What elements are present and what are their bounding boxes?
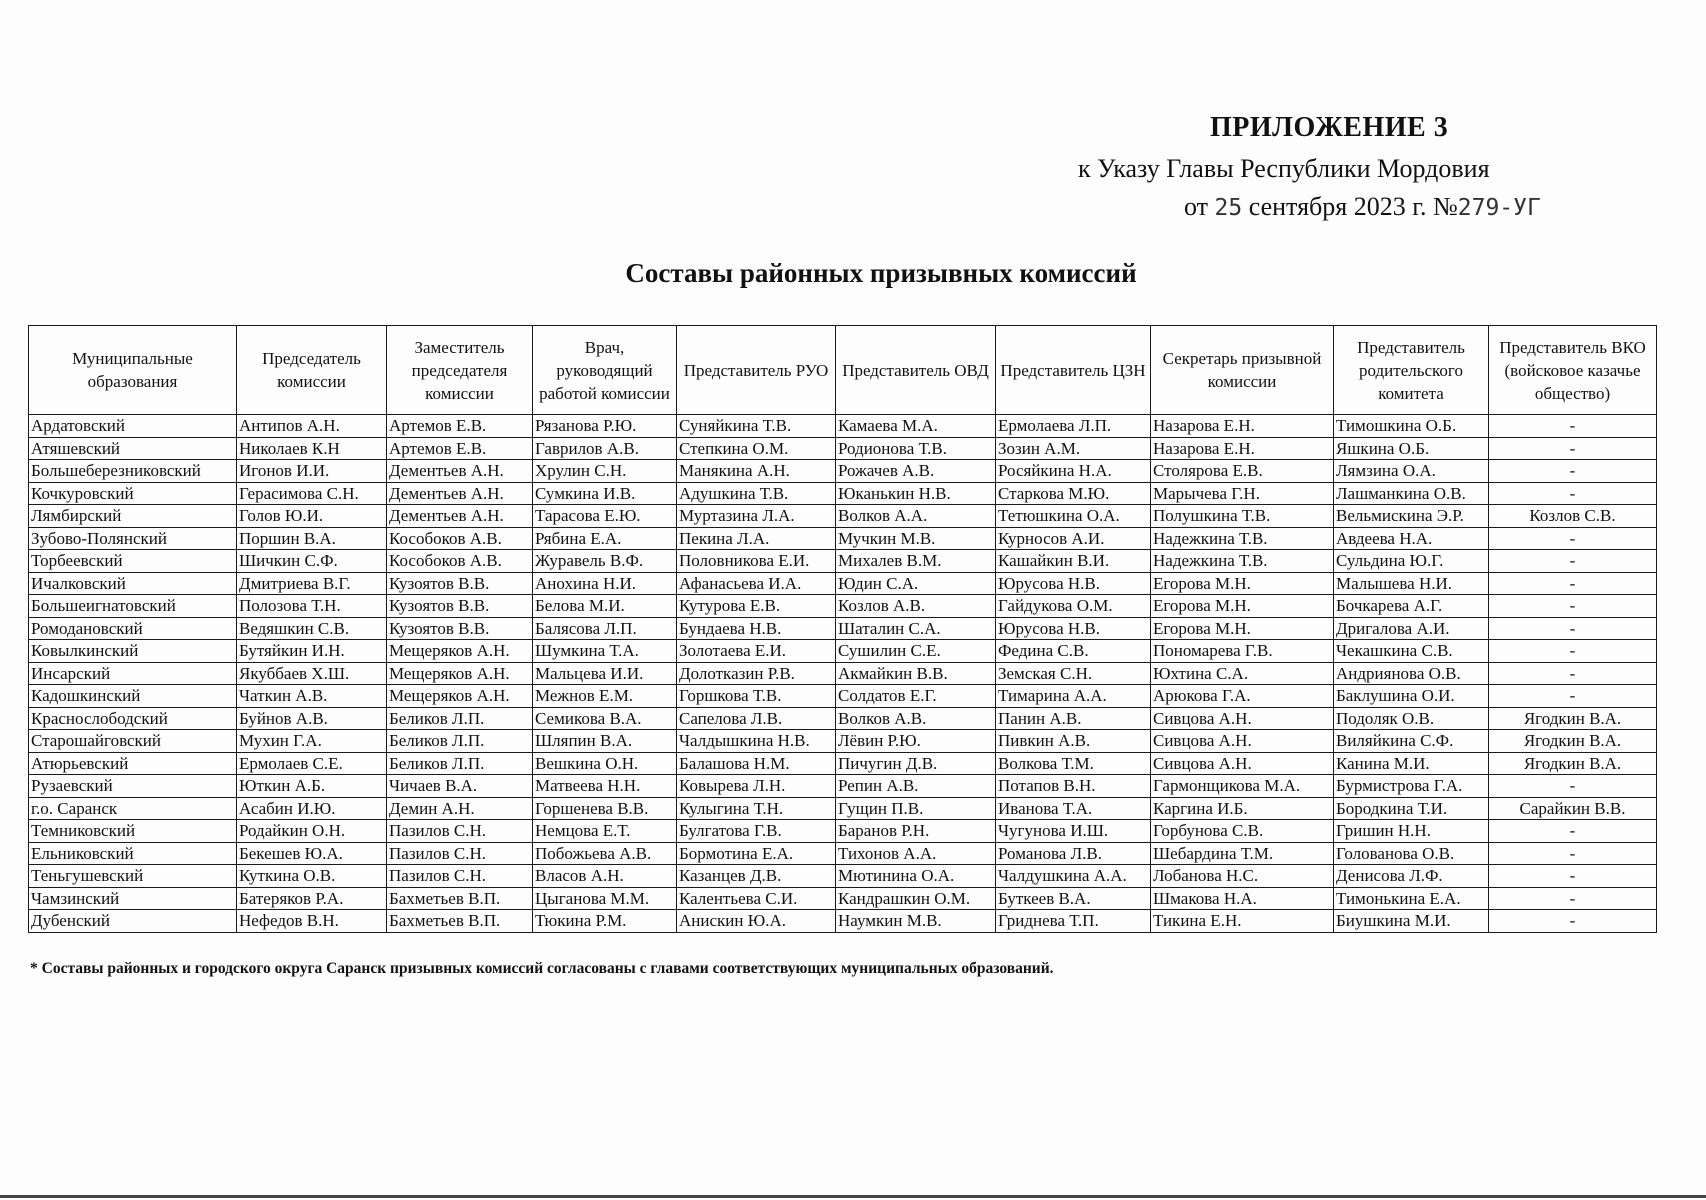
- table-cell: Гаврилов А.В.: [533, 437, 677, 460]
- column-header: Представитель родительского комитета: [1334, 326, 1489, 415]
- municipality-cell: Дубенский: [29, 910, 237, 933]
- table-cell: Кандрашкин О.М.: [836, 887, 996, 910]
- appendix-decree-reference: к Указу Главы Республики Мордовия: [1078, 154, 1490, 183]
- table-cell: Сапелова Л.В.: [677, 707, 836, 730]
- date-rest: сентября 2023 г. №: [1248, 192, 1458, 221]
- table-cell: Горшкова Т.В.: [677, 685, 836, 708]
- table-cell: Назарова Е.Н.: [1151, 437, 1334, 460]
- table-cell: -: [1489, 887, 1657, 910]
- table-cell: Мютинина О.А.: [836, 865, 996, 888]
- table-row: [29, 505, 1657, 528]
- decree-number: 279-УГ: [1457, 195, 1541, 221]
- table-cell: Потапов В.Н.: [996, 775, 1151, 798]
- table-row: [29, 550, 1657, 573]
- table-cell: Долотказин Р.В.: [677, 662, 836, 685]
- document-title: Составы районных призывных комиссий: [625, 258, 1137, 288]
- table-cell: Семикова В.А.: [533, 707, 677, 730]
- table-cell: Межнов Е.М.: [533, 685, 677, 708]
- table-cell: Анохина Н.И.: [533, 572, 677, 595]
- table-cell: Ермолаев С.Е.: [237, 752, 387, 775]
- table-cell: Шмакова Н.А.: [1151, 887, 1334, 910]
- table-cell: Родайкин О.Н.: [237, 820, 387, 843]
- column-header: Представитель РУО: [677, 326, 836, 415]
- table-cell: Журавель В.Ф.: [533, 550, 677, 573]
- table-cell: Золотаева Е.И.: [677, 640, 836, 663]
- table-cell: Гайдукова О.М.: [996, 595, 1151, 618]
- table-cell: Хрулин С.Н.: [533, 460, 677, 483]
- table-row: [29, 415, 1657, 438]
- municipality-cell: Ичалковский: [29, 572, 237, 595]
- table-cell: Немцова Е.Т.: [533, 820, 677, 843]
- table-cell: Цыганова М.М.: [533, 887, 677, 910]
- table-cell: Тюкина Р.М.: [533, 910, 677, 933]
- table-cell: Канина М.И.: [1334, 752, 1489, 775]
- table-cell: Артемов Е.В.: [387, 415, 533, 438]
- table-cell: Лёвин Р.Ю.: [836, 730, 996, 753]
- table-cell: Мещеряков А.Н.: [387, 662, 533, 685]
- table-cell: Бочкарева А.Г.: [1334, 595, 1489, 618]
- table-cell: Кузоятов В.В.: [387, 572, 533, 595]
- table-cell: Юрусова Н.В.: [996, 572, 1151, 595]
- table-cell: Афанасьева И.А.: [677, 572, 836, 595]
- table-cell: Романова Л.В.: [996, 842, 1151, 865]
- municipality-cell: Рузаевский: [29, 775, 237, 798]
- table-cell: Мещеряков А.Н.: [387, 640, 533, 663]
- column-header: Муниципальные образования: [29, 326, 237, 415]
- municipality-cell: Торбеевский: [29, 550, 237, 573]
- table-cell: Пазилов С.Н.: [387, 842, 533, 865]
- table-cell: Власов А.Н.: [533, 865, 677, 888]
- column-header: Представитель ОВД: [836, 326, 996, 415]
- table-cell: Пичугин Д.В.: [836, 752, 996, 775]
- appendix-date-line: [1184, 192, 1541, 222]
- date-prefix: от: [1184, 192, 1209, 221]
- table-cell: Горшенева В.В.: [533, 797, 677, 820]
- column-header: Секретарь призывной комиссии: [1151, 326, 1334, 415]
- table-cell: Земская С.Н.: [996, 662, 1151, 685]
- table-cell: -: [1489, 572, 1657, 595]
- table-cell: Бахметьев В.П.: [387, 887, 533, 910]
- table-cell: Батеряков Р.А.: [237, 887, 387, 910]
- municipality-cell: Ковылкинский: [29, 640, 237, 663]
- table-row: [29, 527, 1657, 550]
- table-cell: Кутурова Е.В.: [677, 595, 836, 618]
- table-cell: Старкова М.Ю.: [996, 482, 1151, 505]
- table-cell: Антипов А.Н.: [237, 415, 387, 438]
- municipality-cell: Старошайговский: [29, 730, 237, 753]
- table-cell: Марычева Г.Н.: [1151, 482, 1334, 505]
- municipality-cell: Атяшевский: [29, 437, 237, 460]
- table-cell: Шумкина Т.А.: [533, 640, 677, 663]
- table-cell: Кузоятов В.В.: [387, 595, 533, 618]
- table-row: [29, 865, 1657, 888]
- table-cell: Арюкова Г.А.: [1151, 685, 1334, 708]
- table-cell: Балясова Л.П.: [533, 617, 677, 640]
- table-cell: Половникова Е.И.: [677, 550, 836, 573]
- table-cell: Родионова Т.В.: [836, 437, 996, 460]
- table-cell: Булгатова Г.В.: [677, 820, 836, 843]
- table-cell: Гармонщикова М.А.: [1151, 775, 1334, 798]
- table-cell: Рязанова Р.Ю.: [533, 415, 677, 438]
- table-cell: Герасимова С.Н.: [237, 482, 387, 505]
- table-cell: -: [1489, 685, 1657, 708]
- table-row: [29, 685, 1657, 708]
- table-cell: Пономарева Г.В.: [1151, 640, 1334, 663]
- table-cell: Надежкина Т.В.: [1151, 527, 1334, 550]
- table-cell: Мухин Г.А.: [237, 730, 387, 753]
- table-cell: Лобанова Н.С.: [1151, 865, 1334, 888]
- column-header: Представитель ЦЗН: [996, 326, 1151, 415]
- table-cell: Ведяшкин С.В.: [237, 617, 387, 640]
- date-day: 25: [1214, 195, 1243, 221]
- table-cell: Сивцова А.Н.: [1151, 707, 1334, 730]
- table-cell: Бормотина Е.А.: [677, 842, 836, 865]
- table-body: [29, 415, 1657, 933]
- table-cell: Гришин Н.Н.: [1334, 820, 1489, 843]
- table-cell: Рябина Е.А.: [533, 527, 677, 550]
- municipality-cell: Краснослободский: [29, 707, 237, 730]
- table-cell: Федина С.В.: [996, 640, 1151, 663]
- table-cell: Полушкина Т.В.: [1151, 505, 1334, 528]
- column-header: Председатель комиссии: [237, 326, 387, 415]
- table-cell: Дригалова А.И.: [1334, 617, 1489, 640]
- municipality-cell: Ардатовский: [29, 415, 237, 438]
- table-row: [29, 887, 1657, 910]
- municipality-cell: Ромодановский: [29, 617, 237, 640]
- table-row: [29, 617, 1657, 640]
- municipality-cell: Большеигнатовский: [29, 595, 237, 618]
- table-row: [29, 482, 1657, 505]
- table-cell: Пазилов С.Н.: [387, 865, 533, 888]
- table-cell: Сивцова А.Н.: [1151, 752, 1334, 775]
- table-row: [29, 775, 1657, 798]
- municipality-cell: Чамзинский: [29, 887, 237, 910]
- table-cell: Юхтина С.А.: [1151, 662, 1334, 685]
- table-cell: Казанцев Д.В.: [677, 865, 836, 888]
- table-cell: Кособоков А.В.: [387, 550, 533, 573]
- table-cell: Козлов А.В.: [836, 595, 996, 618]
- table-cell: Биушкина М.И.: [1334, 910, 1489, 933]
- table-cell: Вешкина О.Н.: [533, 752, 677, 775]
- table-cell: Буйнов А.В.: [237, 707, 387, 730]
- table-cell: Рожачев А.В.: [836, 460, 996, 483]
- table-cell: Егорова М.Н.: [1151, 572, 1334, 595]
- table-cell: Суняйкина Т.В.: [677, 415, 836, 438]
- table-cell: Шичкин С.Ф.: [237, 550, 387, 573]
- table-cell: -: [1489, 910, 1657, 933]
- table-cell: Сумкина И.В.: [533, 482, 677, 505]
- table-cell: Каргина И.Б.: [1151, 797, 1334, 820]
- table-cell: Акмайкин В.В.: [836, 662, 996, 685]
- table-row: [29, 437, 1657, 460]
- table-cell: Чекашкина С.В.: [1334, 640, 1489, 663]
- table-cell: Тетюшкина О.А.: [996, 505, 1151, 528]
- table-cell: Зозин А.М.: [996, 437, 1151, 460]
- table-cell: Кашайкин В.И.: [996, 550, 1151, 573]
- table-row: [29, 842, 1657, 865]
- table-cell: Чичаев В.А.: [387, 775, 533, 798]
- table-cell: Тихонов А.А.: [836, 842, 996, 865]
- table-cell: Росяйкина Н.А.: [996, 460, 1151, 483]
- municipality-cell: Инсарский: [29, 662, 237, 685]
- table-cell: Сушилин С.Е.: [836, 640, 996, 663]
- table-cell: Бутяйкин И.Н.: [237, 640, 387, 663]
- table-cell: Авдеева Н.А.: [1334, 527, 1489, 550]
- table-cell: Сарайкин В.В.: [1489, 797, 1657, 820]
- table-row: [29, 797, 1657, 820]
- table-cell: -: [1489, 415, 1657, 438]
- table-cell: Балашова Н.М.: [677, 752, 836, 775]
- table-row: [29, 595, 1657, 618]
- table-cell: Иванова Т.А.: [996, 797, 1151, 820]
- table-cell: -: [1489, 460, 1657, 483]
- table-header-row: [29, 326, 1657, 415]
- table-cell: Наумкин М.В.: [836, 910, 996, 933]
- column-header: Представитель ВКО (войсковое казачье общество): [1489, 326, 1657, 415]
- table-cell: Вельмискина Э.Р.: [1334, 505, 1489, 528]
- municipality-cell: Кадошкинский: [29, 685, 237, 708]
- table-cell: -: [1489, 640, 1657, 663]
- table-cell: Беликов Л.П.: [387, 752, 533, 775]
- table-cell: Шебардина Т.М.: [1151, 842, 1334, 865]
- municipality-cell: Ельниковский: [29, 842, 237, 865]
- table-row: [29, 460, 1657, 483]
- table-cell: Беликов Л.П.: [387, 730, 533, 753]
- table-row: [29, 730, 1657, 753]
- municipality-cell: Кочкуровский: [29, 482, 237, 505]
- table-cell: Бундаева Н.В.: [677, 617, 836, 640]
- table-cell: Степкина О.М.: [677, 437, 836, 460]
- table-cell: Михалев В.М.: [836, 550, 996, 573]
- table-cell: Тимошкина О.Б.: [1334, 415, 1489, 438]
- table-cell: Дементьев А.Н.: [387, 505, 533, 528]
- table-cell: -: [1489, 662, 1657, 685]
- table-row: [29, 640, 1657, 663]
- table-cell: Якуббаев Х.Ш.: [237, 662, 387, 685]
- table-cell: -: [1489, 550, 1657, 573]
- table-cell: Чалдышкина Н.В.: [677, 730, 836, 753]
- table-row: [29, 707, 1657, 730]
- table-cell: Шляпин В.А.: [533, 730, 677, 753]
- table-cell: -: [1489, 482, 1657, 505]
- scan-bottom-edge: [0, 1195, 1706, 1198]
- table-cell: Курносов А.И.: [996, 527, 1151, 550]
- table-cell: Голованова О.В.: [1334, 842, 1489, 865]
- table-cell: Ягодкин В.А.: [1489, 707, 1657, 730]
- table-row: [29, 910, 1657, 933]
- table-cell: Николаев К.Н: [237, 437, 387, 460]
- table-cell: Юдин С.А.: [836, 572, 996, 595]
- table-cell: Тимонькина Е.А.: [1334, 887, 1489, 910]
- municipality-cell: г.о. Саранск: [29, 797, 237, 820]
- table-cell: Мальцева И.И.: [533, 662, 677, 685]
- table-cell: -: [1489, 437, 1657, 460]
- table-cell: Ягодкин В.А.: [1489, 752, 1657, 775]
- table-cell: Асабин И.Ю.: [237, 797, 387, 820]
- table-cell: Столярова Е.В.: [1151, 460, 1334, 483]
- table-cell: Бурмистрова Г.А.: [1334, 775, 1489, 798]
- table-cell: Чалдушкина А.А.: [996, 865, 1151, 888]
- table-cell: Баклушина О.И.: [1334, 685, 1489, 708]
- table-cell: Сивцова А.Н.: [1151, 730, 1334, 753]
- table-cell: Голов Ю.И.: [237, 505, 387, 528]
- table-cell: Полозова Т.Н.: [237, 595, 387, 618]
- table-row: [29, 820, 1657, 843]
- table-cell: Кулыгина Т.Н.: [677, 797, 836, 820]
- table-cell: Игонов И.И.: [237, 460, 387, 483]
- table-cell: Яшкина О.Б.: [1334, 437, 1489, 460]
- table-row: [29, 662, 1657, 685]
- table-cell: Чугунова И.Ш.: [996, 820, 1151, 843]
- table-cell: Шаталин С.А.: [836, 617, 996, 640]
- table-cell: -: [1489, 617, 1657, 640]
- table-cell: Пазилов С.Н.: [387, 820, 533, 843]
- table-cell: Мещеряков А.Н.: [387, 685, 533, 708]
- table-cell: Камаева М.А.: [836, 415, 996, 438]
- table-cell: Чаткин А.В.: [237, 685, 387, 708]
- table-cell: Куткина О.В.: [237, 865, 387, 888]
- table-cell: Сульдина Ю.Г.: [1334, 550, 1489, 573]
- table-cell: Волков А.А.: [836, 505, 996, 528]
- table-cell: Тимарина А.А.: [996, 685, 1151, 708]
- table-cell: Адушкина Т.В.: [677, 482, 836, 505]
- table-cell: Лямзина О.А.: [1334, 460, 1489, 483]
- table-cell: -: [1489, 865, 1657, 888]
- table-cell: Дмитриева В.Г.: [237, 572, 387, 595]
- table-cell: Егорова М.Н.: [1151, 595, 1334, 618]
- table-cell: -: [1489, 595, 1657, 618]
- table-cell: Юрусова Н.В.: [996, 617, 1151, 640]
- table-cell: -: [1489, 527, 1657, 550]
- table-cell: Манякина А.Н.: [677, 460, 836, 483]
- table-cell: Нефедов В.Н.: [237, 910, 387, 933]
- column-header: Заместитель председателя комиссии: [387, 326, 533, 415]
- municipality-cell: Большеберезниковский: [29, 460, 237, 483]
- table-cell: Юткин А.Б.: [237, 775, 387, 798]
- table-cell: Виляйкина С.Ф.: [1334, 730, 1489, 753]
- table-cell: Побожьева А.В.: [533, 842, 677, 865]
- table-cell: Матвеева Н.Н.: [533, 775, 677, 798]
- municipality-cell: Зубово-Полянский: [29, 527, 237, 550]
- municipality-cell: Темниковский: [29, 820, 237, 843]
- table-cell: Пивкин А.В.: [996, 730, 1151, 753]
- table-cell: Мучкин М.В.: [836, 527, 996, 550]
- table-cell: Ермолаева Л.П.: [996, 415, 1151, 438]
- table-cell: Андриянова О.В.: [1334, 662, 1489, 685]
- table-cell: Репин А.В.: [836, 775, 996, 798]
- table-cell: Горбунова С.В.: [1151, 820, 1334, 843]
- table-cell: Дементьев А.Н.: [387, 482, 533, 505]
- column-header: Врач, руководящий работой комиссии: [533, 326, 677, 415]
- municipality-cell: Атюрьевский: [29, 752, 237, 775]
- table-cell: Назарова Е.Н.: [1151, 415, 1334, 438]
- table-cell: Надежкина Т.В.: [1151, 550, 1334, 573]
- table-cell: Тарасова Е.Ю.: [533, 505, 677, 528]
- table-row: [29, 752, 1657, 775]
- table-cell: Муртазина Л.А.: [677, 505, 836, 528]
- table-cell: Солдатов Е.Г.: [836, 685, 996, 708]
- table-cell: Ягодкин В.А.: [1489, 730, 1657, 753]
- appendix-title: ПРИЛОЖЕНИЕ 3: [1210, 112, 1449, 143]
- table-row: [29, 572, 1657, 595]
- table-cell: Поршин В.А.: [237, 527, 387, 550]
- table-cell: -: [1489, 842, 1657, 865]
- table-cell: Кособоков А.В.: [387, 527, 533, 550]
- table-cell: Панин А.В.: [996, 707, 1151, 730]
- table-cell: Буткеев В.А.: [996, 887, 1151, 910]
- table-cell: Гриднева Т.П.: [996, 910, 1151, 933]
- table-cell: Баранов Р.Н.: [836, 820, 996, 843]
- table-cell: Лашманкина О.В.: [1334, 482, 1489, 505]
- table-cell: Пекина Л.А.: [677, 527, 836, 550]
- table-cell: Подоляк О.В.: [1334, 707, 1489, 730]
- table-cell: Денисова Л.Ф.: [1334, 865, 1489, 888]
- table-cell: Волкова Т.М.: [996, 752, 1151, 775]
- table-cell: Волков А.В.: [836, 707, 996, 730]
- municipality-cell: Теньгушевский: [29, 865, 237, 888]
- table-cell: Артемов Е.В.: [387, 437, 533, 460]
- table-cell: Ковырева Л.Н.: [677, 775, 836, 798]
- table-cell: Беликов Л.П.: [387, 707, 533, 730]
- table-cell: Калентьева С.И.: [677, 887, 836, 910]
- table-cell: -: [1489, 775, 1657, 798]
- municipality-cell: Лямбирский: [29, 505, 237, 528]
- table-cell: Демин А.Н.: [387, 797, 533, 820]
- table-cell: Белова М.И.: [533, 595, 677, 618]
- table-cell: -: [1489, 820, 1657, 843]
- table-cell: Егорова М.Н.: [1151, 617, 1334, 640]
- table-cell: Юканькин Н.В.: [836, 482, 996, 505]
- table-cell: Бекешев Ю.А.: [237, 842, 387, 865]
- footnote: * Составы районных и городского округа Саранск призывных комиссий согласованы с главами соответствующих муниципальных образований.: [30, 960, 1054, 977]
- table-cell: Гущин П.В.: [836, 797, 996, 820]
- table-cell: Бородкина Т.И.: [1334, 797, 1489, 820]
- commission-table: [28, 325, 1657, 933]
- table-cell: Малышева Н.И.: [1334, 572, 1489, 595]
- table-cell: Кузоятов В.В.: [387, 617, 533, 640]
- table-cell: Анискин Ю.А.: [677, 910, 836, 933]
- table-cell: Бахметьев В.П.: [387, 910, 533, 933]
- table-cell: Козлов С.В.: [1489, 505, 1657, 528]
- table-cell: Дементьев А.Н.: [387, 460, 533, 483]
- table-cell: Тикина Е.Н.: [1151, 910, 1334, 933]
